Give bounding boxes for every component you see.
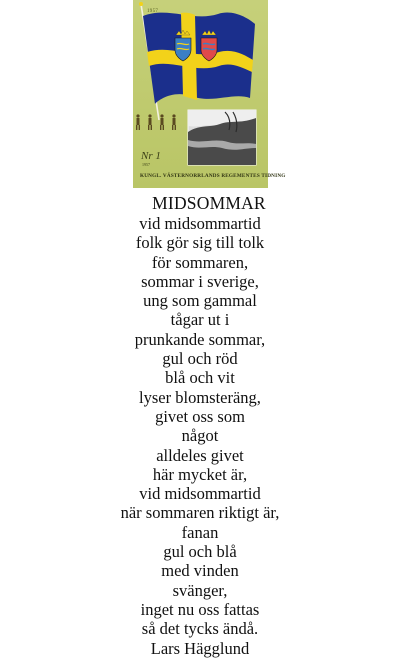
poem-line: ung som gammal [143, 291, 257, 311]
poem-line: folk gör sig till tolk [135, 233, 265, 253]
flagpole-finial [139, 2, 143, 6]
poem-line: vid midsommartid [139, 214, 261, 233]
poem-line: gul och röd [162, 349, 238, 369]
landscape-photo [188, 110, 256, 165]
poem-line: tågar ut i [170, 310, 230, 330]
poem-line: något [181, 426, 219, 446]
poem-line: när sommaren riktigt är, [120, 503, 280, 523]
poem-line: gul och blå [163, 542, 237, 562]
cover-issue-year: 1957 [142, 162, 150, 167]
poem-line: fanan [181, 522, 219, 542]
poem [0, 192, 400, 658]
poem-line: prunkande sommar, [134, 329, 266, 349]
coat-of-arms-right-icon [201, 30, 217, 61]
poem-line: alldeles givet [156, 445, 244, 465]
coat-of-arms-left-icon [175, 30, 191, 61]
poem-line: lyser blomsteräng, [139, 387, 261, 407]
poem-line: sommar i sverige, [141, 271, 259, 291]
poem-line: blå och vit [165, 368, 235, 388]
poem-line: här mycket är, [152, 464, 248, 484]
poem-line: svänger, [172, 580, 228, 600]
poem-line: inget nu oss fattas [140, 599, 260, 619]
poem-line: givet oss som [155, 406, 245, 426]
cover-masthead: KUNGL. VÄSTERNORRLANDS REGEMENTES TIDNING [140, 173, 286, 179]
poem-line: så det tycks ändå. [141, 619, 259, 639]
magazine-cover [133, 0, 286, 188]
poem-author: Lars Hägglund [150, 638, 250, 658]
marching-soldiers [136, 114, 176, 130]
cover-year: 1957 [147, 9, 159, 14]
poem-line: vid midsommartid [139, 484, 261, 504]
poem-title: MIDSOMMAR [152, 193, 266, 213]
cover-issue-number: Nr 1 [141, 150, 161, 162]
poem-line: för sommaren, [151, 252, 249, 272]
poem-body [0, 214, 400, 639]
poem-line: med vinden [161, 561, 239, 581]
